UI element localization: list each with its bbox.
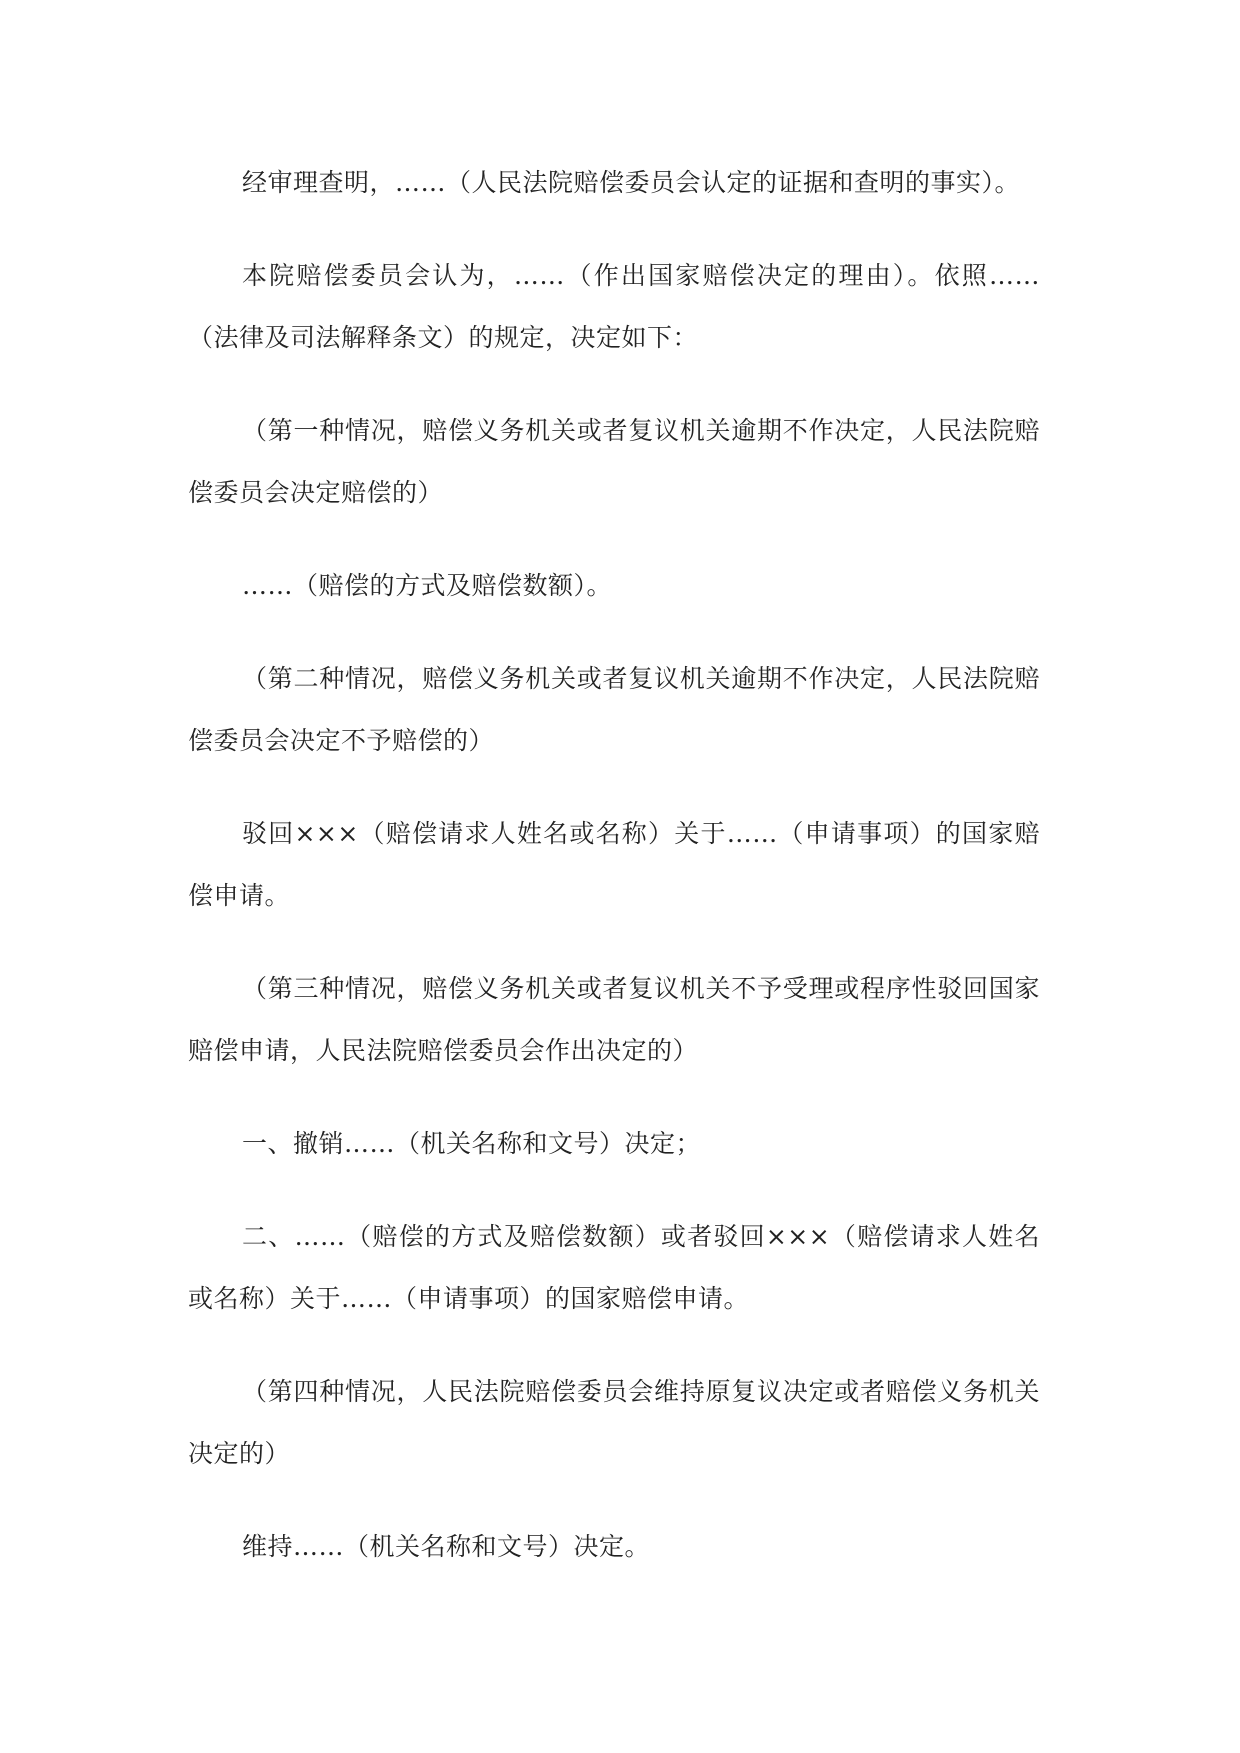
- paragraph-findings: 经审理查明，……（人民法院赔偿委员会认定的证据和查明的事实）。: [242, 168, 1021, 197]
- paragraph-case-1-decision: ……（赔偿的方式及赔偿数额）。: [242, 571, 613, 600]
- paragraph-case-2-decision: 驳回×××（赔偿请求人姓名或名称）关于……（申请事项）的国家赔偿申请。: [188, 819, 1040, 910]
- paragraph-case-3-heading: （第三种情况，赔偿义务机关或者复议机关不予受理或程序性驳回国家赔偿申请，人民法院赔偿委员会作出决定的）: [188, 974, 1040, 1065]
- paragraph-case-1-heading: （第一种情况，赔偿义务机关或者复议机关逾期不作决定，人民法院赔偿委员会决定赔偿的）: [188, 416, 1040, 507]
- paragraph-case-3-item-1: 一、撤销……（机关名称和文号）决定；: [242, 1129, 702, 1158]
- paragraph-case-4-heading: （第四种情况，人民法院赔偿委员会维持原复议决定或者赔偿义务机关决定的）: [188, 1377, 1040, 1468]
- paragraph-case-3-item-2: 二、……（赔偿的方式及赔偿数额）或者驳回×××（赔偿请求人姓名或名称）关于……（申请事项）的国家赔偿申请。: [188, 1222, 1040, 1313]
- paragraph-case-2-heading: （第二种情况，赔偿义务机关或者复议机关逾期不作决定，人民法院赔偿委员会决定不予赔偿的）: [188, 664, 1040, 755]
- paragraph-case-4-decision: 维持……（机关名称和文号）决定。: [242, 1532, 651, 1561]
- paragraph-reasoning: 本院赔偿委员会认为，……（作出国家赔偿决定的理由）。依照……（法律及司法解释条文）的规定，决定如下：: [188, 261, 1040, 352]
